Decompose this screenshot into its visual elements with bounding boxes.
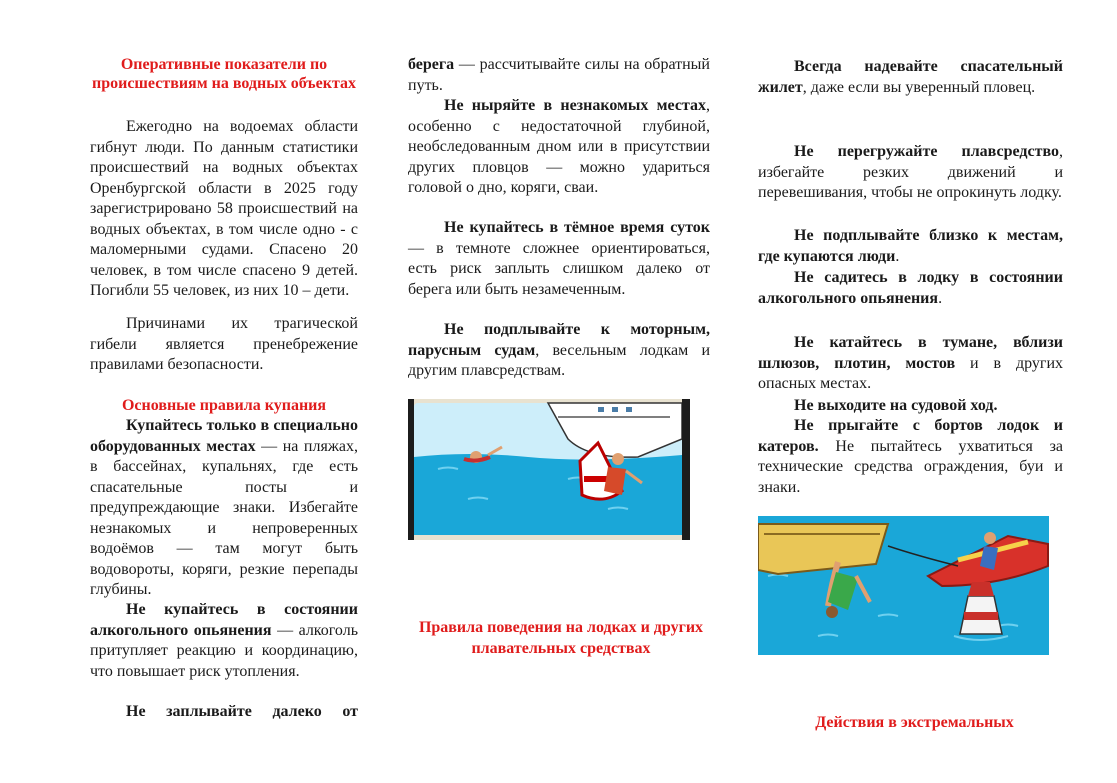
boat-rule-1 — [758, 57, 1063, 98]
boat-rule-2-bold: Не перегружайте плавсредство — [794, 143, 1059, 160]
swimming-rules-heading: Основные правила купания — [121, 397, 327, 414]
boat-rule-5-text: и в других опасных местах. — [758, 354, 1064, 392]
boat-rule-3-bold: Не подплывайте близко к местам, где купаются люди — [758, 227, 1063, 265]
swimming-rule-1-text: — на пляжах, в бассейнах, купальнях, где есть спасательные посты и предупреждающие знаки. Избегайте незнакомых и непроверенных водоёмов — там могут быть водовороты, коряги, резкие перепады глубины. — [90, 437, 358, 598]
boat-rule-6-bold: Не выходите на судовой ход. — [794, 397, 998, 414]
stats-heading: Оперативные показатели по происшествиям на водных объектах — [91, 56, 356, 92]
boat-rule-2-text: , избегайте резких движений и перевешивания, чтобы не опрокинуть лодку. — [758, 143, 1063, 201]
swimming-rule-6 — [408, 320, 710, 382]
swimming-rule-3-start — [90, 702, 358, 723]
swimming-rule-5 — [408, 218, 710, 300]
swimming-rule-1 — [90, 416, 358, 601]
swimming-rule-3-end — [408, 55, 710, 96]
swimming-rule-2-text: — алкоголь притупляет реакцию и координацию, что повышает риск утопления. — [90, 621, 358, 680]
boat-rule-5 — [758, 333, 1063, 395]
boats-rules-heading: Правила поведения на лодках и других плавательных средствах — [418, 619, 704, 657]
swimming-rule-5-bold: Не купайтесь в тёмное время суток — [444, 219, 710, 236]
swimming-rule-5-text: — в темноте сложнее ориентироваться, есть риск заплыть слишком далеко от берега или быть незамеченным. — [408, 239, 710, 298]
boat-rule-7 — [758, 416, 1063, 498]
boat-rule-4-bold: Не садитесь в лодку в состоянии алкогольного опьянения — [758, 269, 1063, 307]
boat-rule-1-bold: Всегда надевайте спасательный жилет — [758, 58, 1063, 96]
swimming-rule-4-text: , особенно с недостаточной глубиной, необследованным дном или в присутствии других пловцов — можно удариться головой о дно, коряги, сваи. — [408, 97, 710, 196]
ship-swimmers-illustration — [408, 399, 690, 540]
swimming-rule-3-bold-end: берега — [408, 56, 455, 73]
swimming-rule-1-bold: Купайтесь только в специально оборудованных местах — [90, 417, 358, 455]
swimming-rule-2 — [90, 600, 358, 682]
swimming-rule-6-text: , весельным лодкам и другим плавсредствам. — [408, 341, 710, 379]
boat-rule-5-bold: Не катайтесь в тумане, вблизи шлюзов, плотин, мостов — [758, 334, 1063, 372]
boat-rule-1-text: , даже если вы уверенный пловец. — [802, 78, 1036, 96]
causes-paragraph: Причинами их трагической гибели является пренебрежение правилами безопасности. — [90, 315, 358, 373]
boat-rule-3-text: . — [895, 247, 900, 265]
extreme-actions-heading: Действия в экстремальных — [815, 714, 1014, 731]
boat-rule-7-text: Не пытайтесь ухватиться за технические средства ограждения, буи и знаки. — [758, 437, 1063, 496]
boat-rule-6 — [758, 396, 1063, 417]
boat-rule-4-text: . — [938, 289, 943, 307]
stats-paragraph: Ежегодно на водоемах области гибнут люди. По данным статистики происшествий на водных объектах Оренбургской области в 2025 году зарегистрировано 58 происшествий на водных объектах, в том числе одно - с маломерными судами. Спасено 20 человек, в том числе спасено 9 детей. Погибли 55 человек, из них 10 – дети. — [90, 118, 358, 299]
swimming-rule-3-bold-start: Не заплывайте далеко от — [126, 703, 358, 720]
boat-rule-2 — [758, 142, 1063, 204]
swimming-rule-6-bold: Не подплывайте к моторным, парусным судам — [408, 321, 710, 359]
boat-rule-3 — [758, 226, 1063, 267]
swimming-rule-4-bold: Не ныряйте в незнакомых местах — [444, 97, 706, 114]
boats-buoy-illustration — [758, 516, 1049, 655]
boat-rule-4 — [758, 268, 1063, 309]
boat-rule-7-bold: Не прыгайте с бортов лодок и катеров. — [758, 417, 1063, 455]
swimming-rule-4 — [408, 96, 710, 199]
swimming-rule-3-text: — рассчитывайте силы на обратный путь. — [408, 56, 710, 94]
swimming-rule-2-bold: Не купайтесь в состоянии алкогольного опьянения — [90, 601, 358, 639]
